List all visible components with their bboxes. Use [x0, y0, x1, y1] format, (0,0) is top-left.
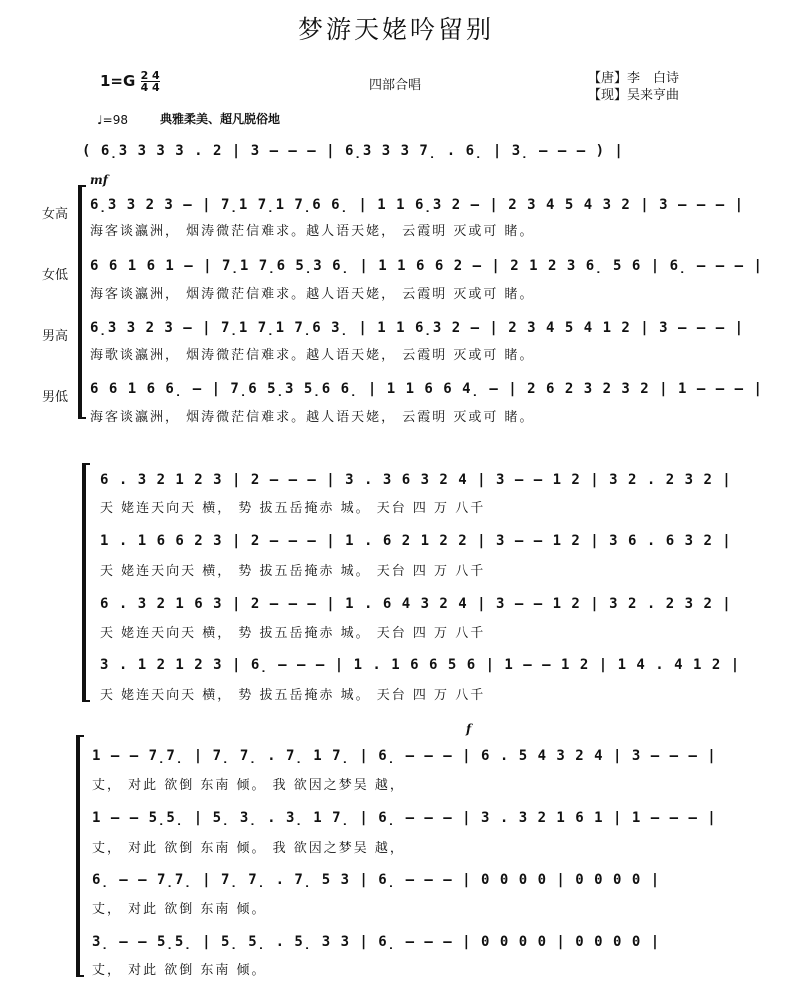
- system1-bracket: [78, 187, 82, 417]
- soprano-notes-s1: 6̣3 3 2 3 – | 7̣1 7̣1 7̣6 6̣ | 1 1 6̣3 2 – | 2 3 4 5 4 3 2 | 3 – – – |: [90, 197, 745, 213]
- part-name-alto: 女低: [42, 268, 69, 283]
- key-signature: [100, 70, 160, 93]
- bracket-cap: [76, 975, 84, 977]
- intro-notation: ( 6̣3 3 3 3 . 2 | 3 – – – | 6̣3 3 3 7̣ . 6̣ | 3̣ – – – ) |: [82, 143, 624, 159]
- bracket-cap: [82, 463, 90, 465]
- soprano-lyrics-s2: 天 姥连天向天 横， 势 拔五岳掩赤 城。 天台 四 万 八千: [100, 501, 486, 516]
- alto-lyrics-s1: 海客谈瀛洲， 烟涛微茫信难求。越人语天姥， 云霞明 灭或可 睹。: [90, 287, 535, 302]
- bass-notes-s1: 6 6 1 6 6̣ – | 7̣6 5̣3 5̣6 6̣ | 1 1 6 6 4̣ – | 2 6 2 3 2 3 2 | 1 – – – |: [90, 381, 763, 397]
- bass-lyrics-s3: 丈， 对此 欲倒 东南 倾。: [92, 963, 267, 978]
- dynamic-f: f: [466, 722, 472, 736]
- tenor-lyrics-s2: 天 姥连天向天 横， 势 拔五岳掩赤 城。 天台 四 万 八千: [100, 626, 486, 641]
- credits: [588, 70, 679, 104]
- time-numerators: 2 4: [140, 69, 160, 82]
- part-name-tenor: 男高: [42, 329, 69, 344]
- system3-bracket: [76, 737, 80, 975]
- bass-notes-s2: 3 . 1 2 1 2 3 | 6̣ – – – | 1 . 1 6 6 5 6 | 1 – – 1 2 | 1 4 . 4 1 2 |: [100, 657, 741, 673]
- tempo-mark: ♩=98: [97, 113, 128, 127]
- bracket-cap: [78, 417, 86, 419]
- alto-lyrics-s2: 天 姥连天向天 横， 势 拔五岳掩赤 城。 天台 四 万 八千: [100, 564, 486, 579]
- alto-notes-s3: 1 – – 5̣5̣ | 5̣ 3̣ . 3̣ 1 7̣ | 6̣ – – – | 3 . 3 2 1 6 1 | 1 – – – |: [92, 810, 717, 826]
- composer-credit: 【现】吴来亨曲: [588, 88, 680, 103]
- soprano-notes-s3: 1 – – 7̣7̣ | 7̣ 7̣ . 7̣ 1 7̣ | 6̣ – – – | 6 . 5 4 3 2 4 | 3 – – – |: [92, 748, 717, 764]
- bass-notes-s3: 3̣ – – 5̣5̣ | 5̣ 5̣ . 5̣ 3 3 | 6̣ – – – | 0 0 0 0 | 0 0 0 0 |: [92, 934, 661, 950]
- alto-notes-s1: 6 6 1 6 1 – | 7̣1 7̣6 5̣3 6̣ | 1 1 6 6 2 – | 2 1 2 3 6̣ 5 6 | 6̣ – – – |: [90, 258, 763, 274]
- soprano-lyrics-s3: 丈， 对此 欲倒 东南 倾。 我 欲因之梦吴 越，: [92, 778, 405, 793]
- expression-mark: 典雅柔美、超凡脱俗地: [160, 112, 281, 126]
- bracket-cap: [82, 700, 90, 702]
- part-name-bass: 男低: [42, 390, 69, 405]
- tenor-notes-s2: 6 . 3 2 1 6 3 | 2 – – – | 1 . 6 4 3 2 4 | 3 – – 1 2 | 3 2 . 2 3 2 |: [100, 596, 732, 612]
- time-denominators: 4 4: [140, 81, 160, 94]
- dynamic-mf: mf: [90, 173, 108, 187]
- tenor-lyrics-s1: 海歌谈瀛洲， 烟涛微茫信难求。越人语天姥， 云霞明 灭或可 睹。: [90, 348, 535, 363]
- tenor-lyrics-s3: 丈， 对此 欲倒 东南 倾。: [92, 902, 267, 917]
- bass-lyrics-s2: 天 姥连天向天 横， 势 拔五岳掩赤 城。 天台 四 万 八千: [100, 688, 486, 703]
- part-name-soprano: 女高: [42, 207, 69, 222]
- form-label: 四部合唱: [369, 78, 422, 93]
- song-title: 梦游天姥吟留别: [297, 15, 494, 44]
- soprano-notes-s2: 6 . 3 2 1 2 3 | 2 – – – | 3 . 3 6 3 2 4 | 3 – – 1 2 | 3 2 . 2 3 2 |: [100, 472, 732, 488]
- alto-notes-s2: 1 . 1 6 6 2 3 | 2 – – – | 1 . 6 2 1 2 2 | 3 – – 1 2 | 3 6 . 6 3 2 |: [100, 533, 732, 549]
- alto-lyrics-s3: 丈， 对此 欲倒 东南 倾。 我 欲因之梦吴 越，: [92, 841, 405, 856]
- soprano-lyrics-s1: 海客谈瀛洲， 烟涛微茫信难求。越人语天姥， 云霞明 灭或可 睹。: [90, 224, 535, 239]
- bass-lyrics-s1: 海客谈瀛洲， 烟涛微茫信难求。越人语天姥， 云霞明 灭或可 睹。: [90, 410, 535, 425]
- bracket-cap: [78, 185, 86, 187]
- time-signature: [141, 70, 160, 93]
- tenor-notes-s3: 6̣ – – 7̣7̣ | 7̣ 7̣ . 7̣ 5 3 | 6̣ – – – | 0 0 0 0 | 0 0 0 0 |: [92, 872, 661, 888]
- key-label: 1=G: [100, 72, 136, 90]
- bracket-cap: [76, 735, 84, 737]
- system2-bracket: [82, 465, 86, 700]
- lyricist-credit: 【唐】李 白诗: [588, 71, 680, 86]
- tenor-notes-s1: 6̣3 3 2 3 – | 7̣1 7̣1 7̣6 3̣ | 1 1 6̣3 2 – | 2 3 4 5 4 1 2 | 3 – – – |: [90, 320, 745, 336]
